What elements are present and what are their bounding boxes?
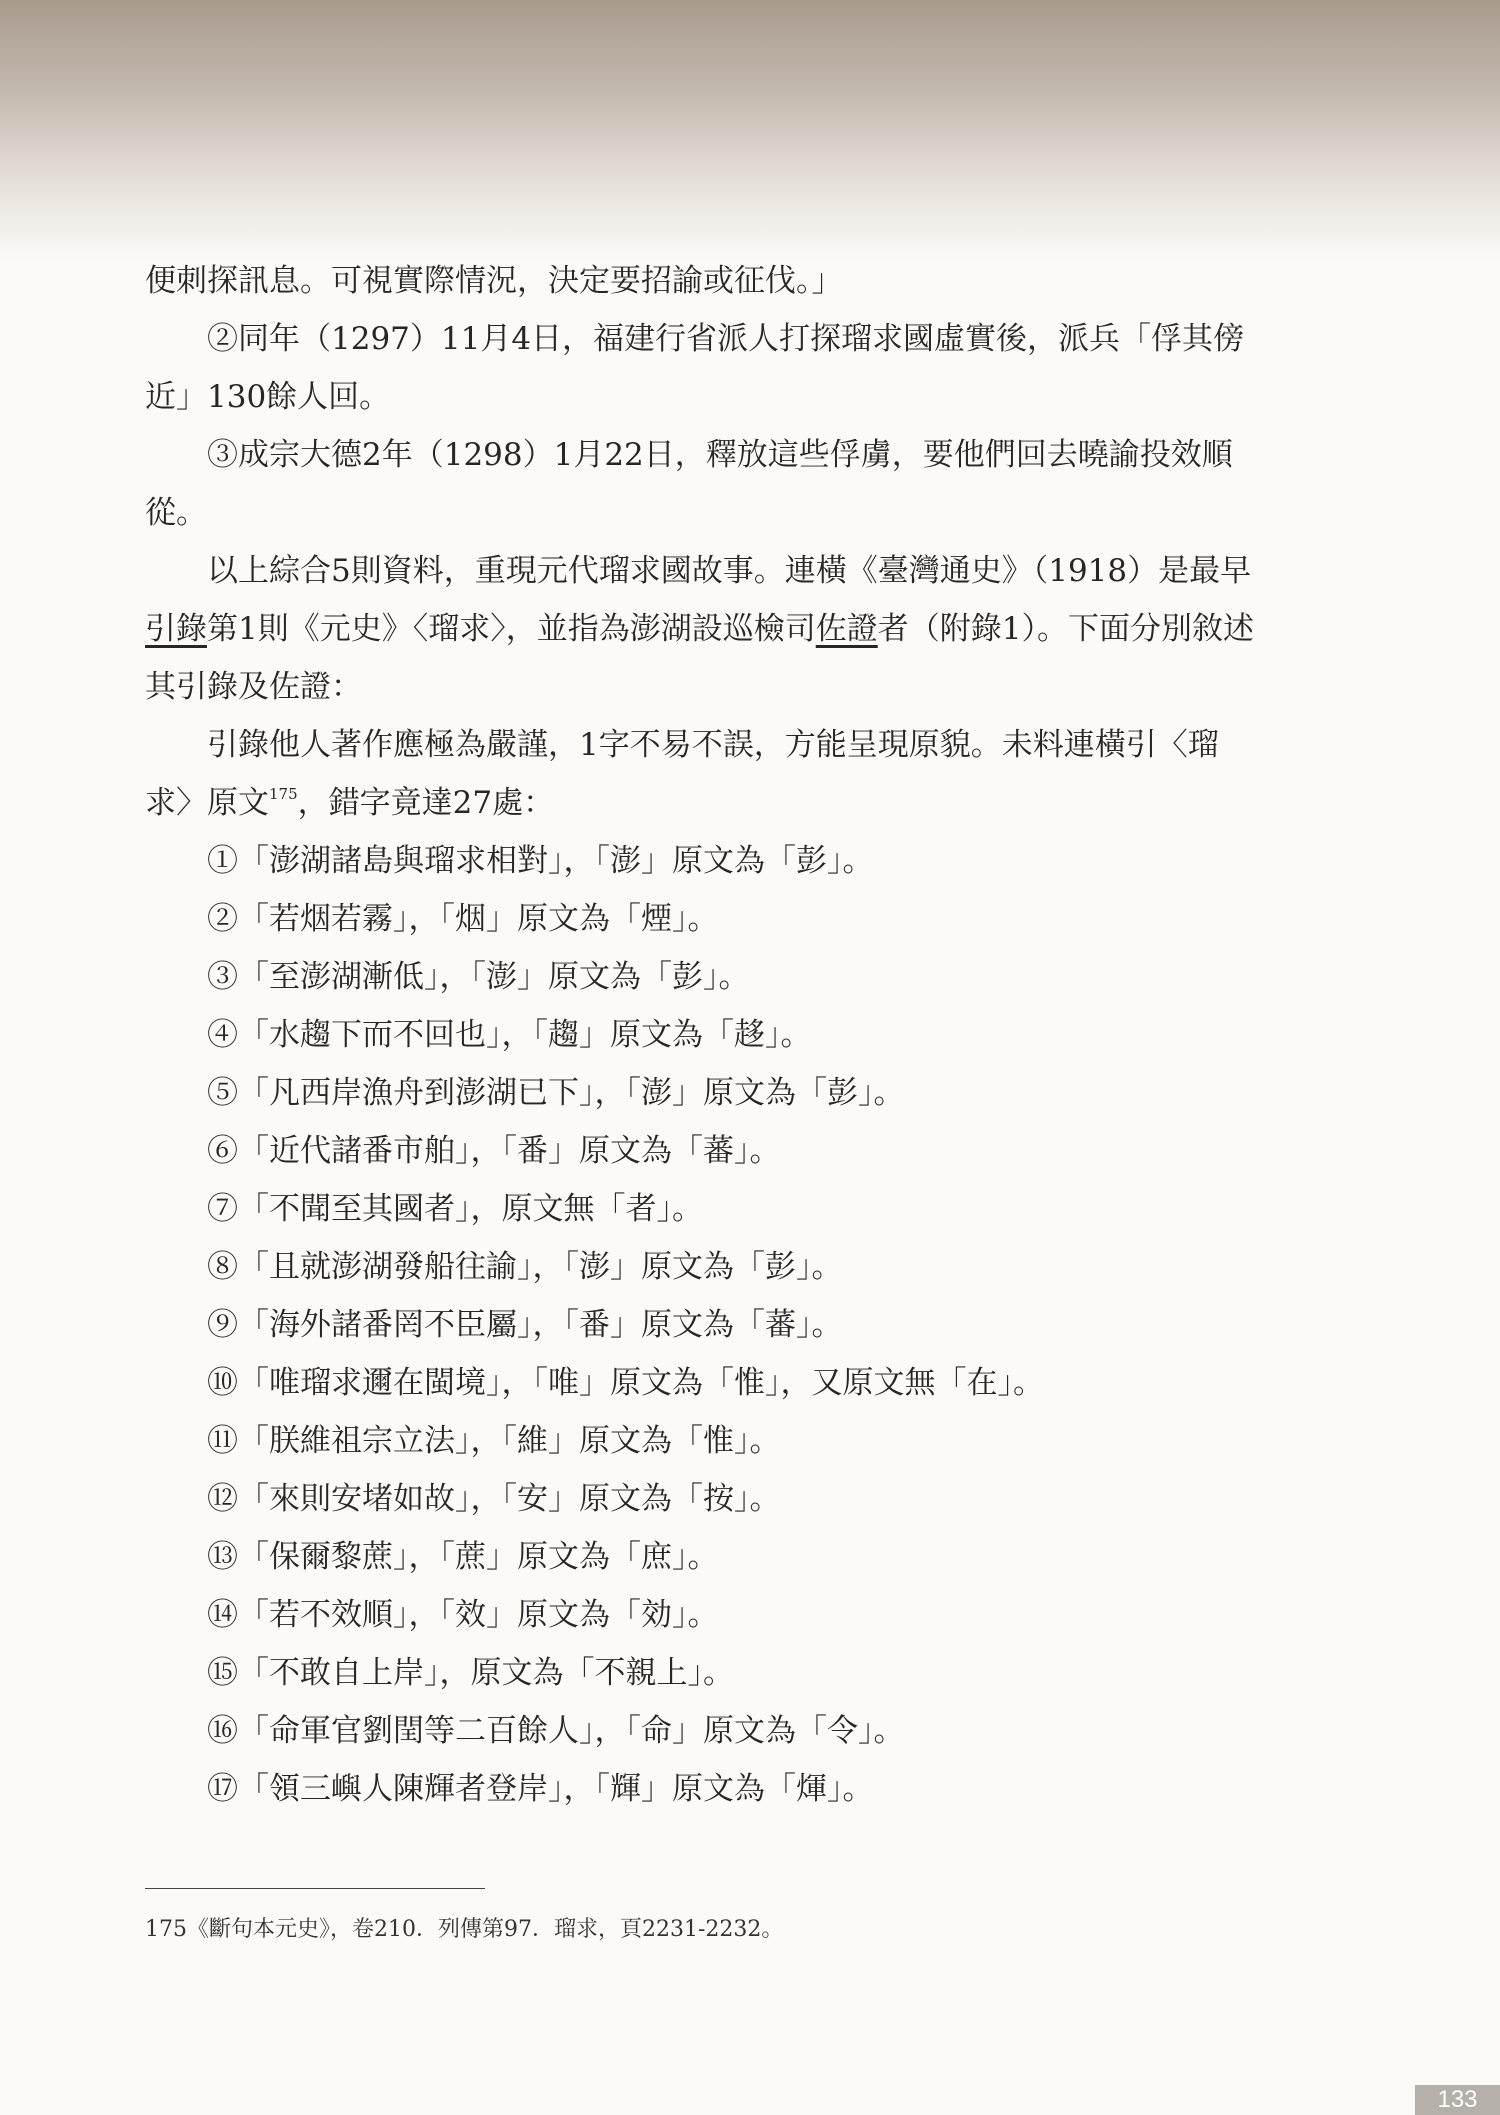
errata-item-4: ④「水趨下而不回也」，「趨」原文為「趍」。 bbox=[207, 1017, 812, 1053]
errors-intro-text-b: ，錯字竟達27處： bbox=[297, 785, 555, 821]
errata-item-3: ③「至澎湖漸低」，「澎」原文為「彭」。 bbox=[207, 959, 750, 995]
paragraph-2: ②同年（1297）11月4日，福建行省派人打探瑠求國虛實後，派兵「俘其傍近」130餘人回。 bbox=[145, 321, 1245, 415]
errata-item-14: ⑭「若不效順」，「效」原文為「効」。 bbox=[207, 1597, 719, 1633]
top-shading bbox=[0, 0, 1500, 260]
body-text bbox=[145, 252, 1260, 1818]
errata-item-11: ⑪「朕維祖宗立法」，「維」原文為「惟」。 bbox=[207, 1423, 781, 1459]
errata-item-5: ⑤「凡西岸漁舟到澎湖已下」，「澎」原文為「彭」。 bbox=[207, 1075, 905, 1111]
errors-intro-text-a: 引錄他人著作應極為嚴謹，1字不易不誤，方能呈現原貌。未料連橫引〈瑠求〉原文 bbox=[145, 727, 1219, 821]
paragraph-continuation: 便刺探訊息。可視實際情況，決定要招諭或征伐。」 bbox=[145, 263, 843, 299]
errata-item-1: ①「澎湖諸島與瑠求相對」，「澎」原文為「彭」。 bbox=[207, 843, 874, 879]
paragraph-3: ③成宗大德2年（1298）1月22日，釋放這些俘虜，要他們回去曉諭投效順從。 bbox=[145, 437, 1233, 531]
errata-item-2: ②「若烟若霧」，「烟」原文為「煙」。 bbox=[207, 901, 719, 937]
errata-item-15: ⑮「不敢自上岸」，原文為「不親上」。 bbox=[207, 1655, 734, 1691]
footnote-marker: 175 bbox=[269, 785, 298, 803]
errata-item-12: ⑫「來則安堵如故」，「安」原文為「按」。 bbox=[207, 1481, 781, 1517]
errata-list bbox=[145, 832, 1260, 1818]
summary-underlined-citation: 引錄 bbox=[145, 611, 207, 647]
paragraph-errors-intro bbox=[145, 716, 1260, 832]
footnote-175: 175《斷句本元史》，卷210．列傳第97．瑠求，頁2231-2232。 bbox=[145, 1917, 784, 1942]
errata-item-9: ⑨「海外諸番罔不臣屬」，「番」原文為「蕃」。 bbox=[207, 1307, 843, 1343]
footnote-divider bbox=[145, 1888, 485, 1889]
errata-item-13: ⑬「保爾黎蔗」，「蔗」原文為「庶」。 bbox=[207, 1539, 719, 1575]
errata-item-7: ⑦「不聞至其國者」，原文無「者」。 bbox=[207, 1191, 703, 1227]
errata-item-17: ⑰「領三嶼人陳輝者登岸」，「輝」原文為「煇」。 bbox=[207, 1771, 874, 1807]
page-number: 133 bbox=[1415, 2085, 1500, 2115]
summary-underlined-evidence: 佐證 bbox=[815, 611, 878, 647]
errata-item-8: ⑧「且就澎湖發船往諭」，「澎」原文為「彭」。 bbox=[207, 1249, 843, 1285]
paragraph-summary bbox=[145, 542, 1260, 716]
errata-item-6: ⑥「近代諸番市舶」，「番」原文為「蕃」。 bbox=[207, 1133, 781, 1169]
summary-text-e: 者（附錄1）。下面分別敘述其引錄及佐證： bbox=[145, 611, 1254, 705]
errata-item-10: ⑩「唯瑠求邇在閩境」，「唯」原文為「惟」，又原文無「在」。 bbox=[207, 1365, 1044, 1401]
errata-item-16: ⑯「命軍官劉閏等二百餘人」，「命」原文為「令」。 bbox=[207, 1713, 905, 1749]
summary-text-a: 以上綜合5則資料，重現元代瑠求國故事。連橫《臺灣通史》（1918）是最早 bbox=[207, 553, 1252, 589]
summary-text-c: 第1則《元史》〈瑠求〉，並指為澎湖設巡檢司 bbox=[207, 611, 816, 647]
